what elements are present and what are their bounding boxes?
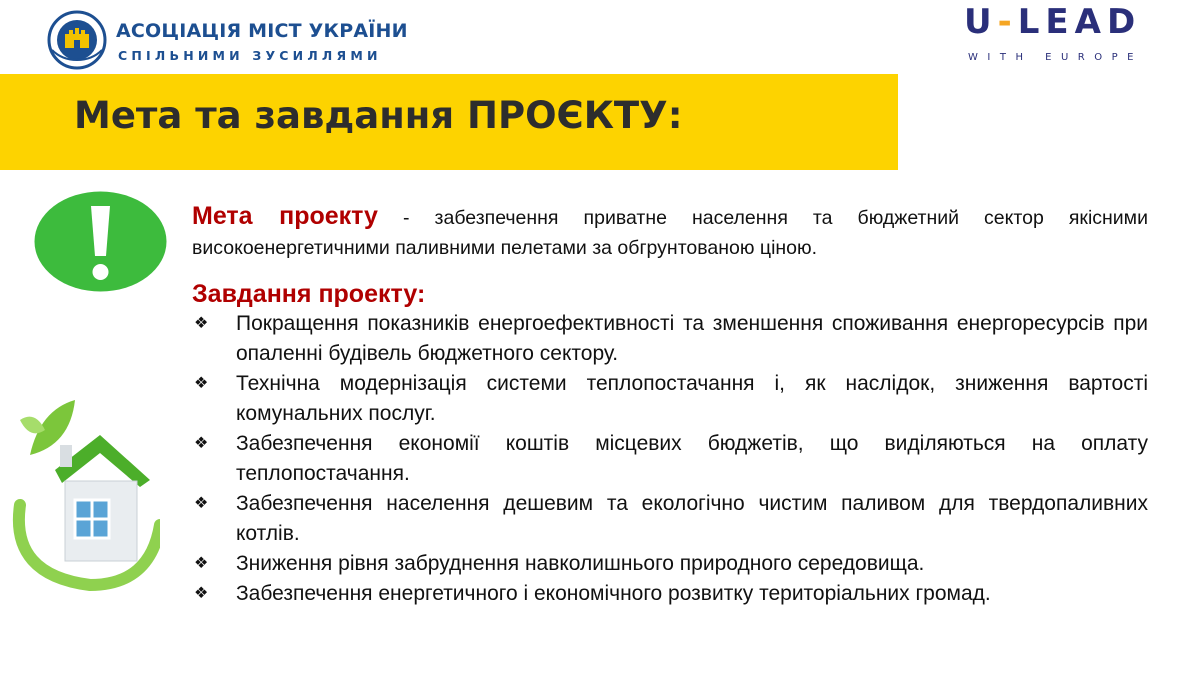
list-item: ❖ Забезпечення енергетичного і економічного розвитку територіальних громад.: [192, 579, 1148, 609]
association-logo: [46, 10, 408, 70]
page-title: Мета та завдання ПРОЄКТУ:: [74, 94, 683, 137]
ulead-logo-main: U-LEAD: [964, 2, 1142, 42]
list-item: ❖ Забезпечення населення дешевим та екологічно чистим паливом для твердопаливних котлів.: [192, 489, 1148, 549]
association-slogan: СПІЛЬНИМИ ЗУСИЛЛЯМИ: [118, 48, 382, 63]
list-item: ❖ Технічна модернізація системи теплопостачання і, як наслідок, зниження вартості комунальних послуг.: [192, 369, 1148, 429]
goal-text: - забезпечення приватне населення та бюджетний сектор якісними високоенергетичними паливними пелетами за обгрунтованою ціною.: [192, 207, 1148, 259]
list-item: ❖ Зниження рівня забруднення навколишнього природного середовища.: [192, 549, 1148, 579]
goal-heading: Мета проекту: [192, 202, 378, 230]
association-name: АСОЦІАЦІЯ МІСТ УКРАЇНИ: [116, 20, 408, 42]
eco-house-icon: [0, 395, 160, 595]
tasks-list: [192, 309, 1148, 609]
title-banner: [0, 74, 898, 170]
tasks-heading: Завдання проекту:: [192, 280, 426, 308]
list-item: ❖ Забезпечення економії коштів місцевих бюджетів, що виділяються на оплату теплопостачання.: [192, 429, 1148, 489]
diamond-bullet-icon: ❖: [194, 555, 209, 572]
diamond-bullet-icon: ❖: [194, 585, 209, 602]
diamond-bullet-icon: ❖: [194, 495, 209, 512]
project-goal: [192, 201, 1148, 263]
exclamation-icon: [33, 190, 168, 293]
ulead-logo-subtitle: WITH EUROPE: [968, 52, 1143, 63]
content-block: [192, 201, 1148, 609]
diamond-bullet-icon: ❖: [194, 375, 209, 392]
ulead-logo: [964, 2, 1164, 66]
diamond-bullet-icon: ❖: [194, 315, 209, 332]
association-emblem-icon: [46, 10, 108, 70]
list-item: ❖ Покращення показників енергоефективності та зменшення споживання енергоресурсів при опаленні будівель бюджетного сектору.: [192, 309, 1148, 369]
diamond-bullet-icon: ❖: [194, 435, 209, 452]
